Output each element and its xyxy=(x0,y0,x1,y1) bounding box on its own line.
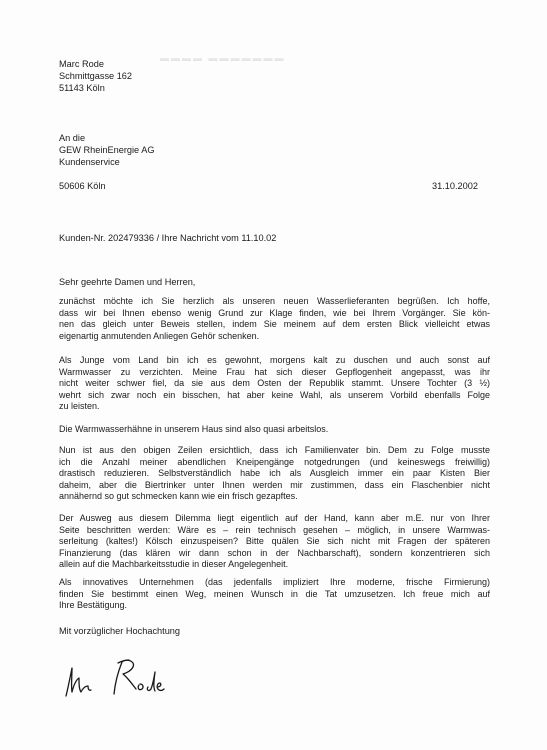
paragraph-line: Der Ausweg aus diesem Dilemma liegt eigentlich auf der Hand, kann aber m.E. nur von Ihrer xyxy=(59,513,490,523)
paragraph-line: Warmwasser zu verzichten. Meine Frau hat sich dieser Gepflogenheit angepasst, was ihr xyxy=(59,366,490,377)
customer-reference: Kunden-Nr. 202479336 / Ihre Nachricht vom 11.10.02 xyxy=(59,233,277,243)
paragraph-line: Die Warmwasserhähne in unserem Haus sind also quasi arbeitslos. xyxy=(59,424,329,434)
recipient-company: GEW RheinEnergie AG xyxy=(59,145,155,156)
letter-date: 31.10.2002 xyxy=(432,181,478,191)
faint-watermark: ▬▬▬▬ ▬▬▬▬▬▬▬ xyxy=(160,53,286,63)
paragraph-request xyxy=(59,513,490,571)
paragraph-line: wehrt sich zwar noch ein bisschen, hat aber keine Wahl, als unserem Vorbild ebenfalls Folge xyxy=(59,389,490,400)
paragraph-line: annähernd so gut schmecken kann wie ein frisch gezapftes. xyxy=(59,491,298,501)
paragraph-beer xyxy=(59,445,490,503)
paragraph-line: Seite beschritten werden: Wäre es – rein technisch gesehen – möglich, in unsere Warmwas- xyxy=(59,524,490,535)
paragraph-line: ich die Anzahl meiner abendlichen Kneipengänge notgedrungen (und keineswegs freiwillig) xyxy=(59,456,490,467)
handwritten-signature xyxy=(60,654,170,700)
paragraph-line: allein auf die Machbarkeitsstudie in dieser Angelegenheit. xyxy=(59,559,289,569)
paragraph-line: serleitung (kaltes!) Kölsch einzuspeisen? Bitte quälen Sie sich nicht mit Fragen der späteren xyxy=(59,536,490,546)
recipient-line1: An die xyxy=(59,133,86,143)
salutation xyxy=(59,276,195,288)
paragraph-line: dass wir bei Ihnen ebenso wenig Grund zur Klage finden, wie bei Ihrem Vorgänger. Sie kön- xyxy=(59,307,490,318)
paragraph-line: nicht weiter schwer fiel, da sie aus dem Osten der Republik stammt. Unsere Tochter (3 ½) xyxy=(59,378,490,388)
paragraph-line: Als Junge vom Land bin ich es gewohnt, morgens kalt zu duschen und auch sonst auf xyxy=(59,355,490,365)
sender-city: 51143 Köln xyxy=(59,83,105,94)
salutation-text: Sehr geehrte Damen und Herren, xyxy=(59,277,196,287)
reference-line xyxy=(59,232,276,244)
paragraph-line: Als innovatives Unternehmen (das jedenfalls impliziert Ihre moderne, frische Firmierung) xyxy=(59,577,490,587)
paragraph-taps xyxy=(59,424,490,436)
closing-text: Mit vorzüglicher Hochachtung xyxy=(59,626,181,636)
paragraph-line: zu leisten. xyxy=(59,401,100,411)
sender-street: Schmittgasse 162 xyxy=(59,71,133,82)
paragraph-line: Finanzierung (das klären wir dann schon in der Nachbarschaft), sondern konzentrieren sich xyxy=(59,547,490,558)
sender-name: Marc Rode xyxy=(59,59,104,69)
paragraph-line: Nun ist aus den obigen Zeilen ersichtlich, dass ich Familienvater bin. Dem zu Folge musste xyxy=(59,445,490,455)
paragraph-line: drastisch reduzieren. Selbstverständlich habe ich als Ausgleich immer ein paar Kisten Bier xyxy=(59,468,490,478)
paragraph-line: Ihre Bestätigung. xyxy=(59,600,128,610)
paragraph-family xyxy=(59,355,490,413)
paragraph-line: finden Sie bestimmt einen Weg, meinen Wunsch in die Tat umzusetzen. Ich freue mich auf xyxy=(59,588,490,599)
sender-address xyxy=(59,58,132,95)
paragraph-line: eigenartig anmutenden Anliegen Gehör schenken. xyxy=(59,330,260,341)
closing xyxy=(59,625,180,637)
paragraph-line: zunächst möchte ich Sie herzlich als unseren neuen Wasserlieferanten begrüßen. Ich hoffe, xyxy=(59,296,490,306)
recipient-city: 50606 Köln xyxy=(59,181,106,191)
recipient-city-line xyxy=(59,180,106,192)
paragraph-line: daheim, aber die Biertrinker unter Ihnen werden mir zustimmen, dass ein Flaschenbier nicht xyxy=(59,479,490,490)
paragraph-greeting xyxy=(59,296,490,342)
recipient-department: Kundenservice xyxy=(59,157,120,168)
paragraph-closing-remark xyxy=(59,577,490,612)
paragraph-line: nen das gleich unter Beweis stellen, indem Sie meinem auf dem ersten Blick vielleicht etwas xyxy=(59,319,490,329)
recipient-address xyxy=(59,132,155,169)
